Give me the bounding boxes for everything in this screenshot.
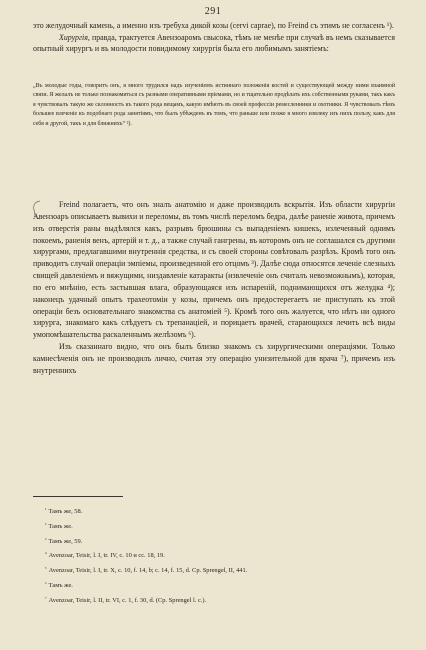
footnotes: [45, 504, 247, 607]
page-number: 291: [204, 6, 222, 17]
footnote-4: $^{^4}$ Avenzoar, Teisir, l. I, tr. IV, c. 10 и сс. 18, 19.: [45, 551, 165, 560]
paragraph-4: Изъ сказаннаго видно, что онъ былъ близко знакомъ съ хирургическими операціями. Только камнесѣченія онъ не производилъ лично, считая эту операцію унизительной для врача ⁷), причемъ изъ внутреннихъ: [33, 342, 395, 375]
main-text-top: [33, 20, 395, 55]
footnote-7: $^{^7}$ Avenzoar, Teisir, l. II, tr. VI, c. 1, f. 30, d. (Cp. Sprengel l. c.).: [45, 595, 207, 604]
main-text-bottom: [33, 199, 395, 377]
quotation-block: „Въ молодые годы, говоритъ онъ, я много трудился надъ изученіемъ истиннаго положенія костей и существующей между ними взаимной связи. Я желалъ не только познакомиться съ разными оперативными пріемами, но и тщательно продѣлать ихъ собственными руками, такъ какъ я чувствовалъ такую же склонность къ такого рода вещамъ, какую имѣютъ въ своей профессіи ремесленники и охотники. Я чувствовалъ тѣмъ большее влеченіе къ подобнаго рода занятіямъ, что былъ убѣжденъ въ томъ, что раньше или позже я много извлеку изъ нихъ пользу, какъ для себя и другой, такъ и для ближнихъ“ ²).: [33, 83, 395, 127]
paragraph-2-lead: Хирургія,: [59, 32, 90, 42]
paragraph-2: [33, 32, 395, 55]
paragraph-1: это желудочный камень, а именно изъ требуха дикой козы (cervi caprae), по Freind съ этимъ не согласенъ ¹).: [33, 21, 394, 30]
footnote-1: $^{^1}$ Тамъ же, 58.: [45, 507, 83, 516]
paragraph-3: Freind полагаетъ, что онъ зналъ анатомію и даже производилъ вскрытія. Изъ области хирургіи Авензоаръ описываетъ вывихи и переломы, въ томъ числѣ переломъ бедра, далѣе раненіе живота, причемъ изъ отверстія раны выдѣлялся какъ, разрывъ брюшины съ выпаденіемъ кишекъ, излеченный однимъ покоемъ, раненія венъ, артерій и т. д., а также случай гангрены, въ которомъ онъ не соглашался съ другими хирургами, предлагавшими внутреннія средства, и съ своей стороны совѣтовалъ разрѣзъ. Кромѣ того онъ приводитъ случай операціи эмпіемы, произведенной его отцомъ ³). Далѣе сюда относятся леченіе слезныхъ свищей давленіемъ и вяжущими, низдавленіе катаракты (извлеченіе онъ считалъ невозможнымъ), которая, по его мнѣнію, есть застывшая влага, образующаяся изъ испареній, поднимающихся отъ желудка ⁴); наконецъ удачный опытъ трахеотоміи у козы, причемъ онъ предостерегаетъ не приступать къ этой операціи безъ основательнаго знакомства съ анатоміей ⁵). Кромѣ того онъ жалуется, что нѣтъ ни одного хирурга, знакомаго какъ слѣдуетъ съ трепанаціей, и порицаетъ врачей, старающихся лечить всѣ виды умопомѣшательства раскаленнымъ желѣзомъ ⁶).: [33, 200, 395, 340]
footnote-5: $^{^5}$ Avenzoar, Teisir, l. I, tr. X, c. 10, f. 14, b; c. 14, f. 15, d. Cp. Sprengel, II, 441.: [45, 566, 248, 575]
footnote-separator: [33, 496, 123, 497]
footnote-3: $^{^3}$ Тамъ же, 59.: [45, 536, 83, 545]
footnote-2: $^{^2}$ Тамъ же.: [45, 521, 73, 530]
footnote-6: $^{^6}$ Тамъ же.: [45, 580, 73, 590]
paragraph-2-text: правда, трактуется Авензоаромъ свысока, тѣмъ не менѣе при случаѣ въ немъ сказывается опытный хирургъ и въ молодости повидимому хирургія была его любимымъ занятіемъ:: [33, 32, 395, 54]
